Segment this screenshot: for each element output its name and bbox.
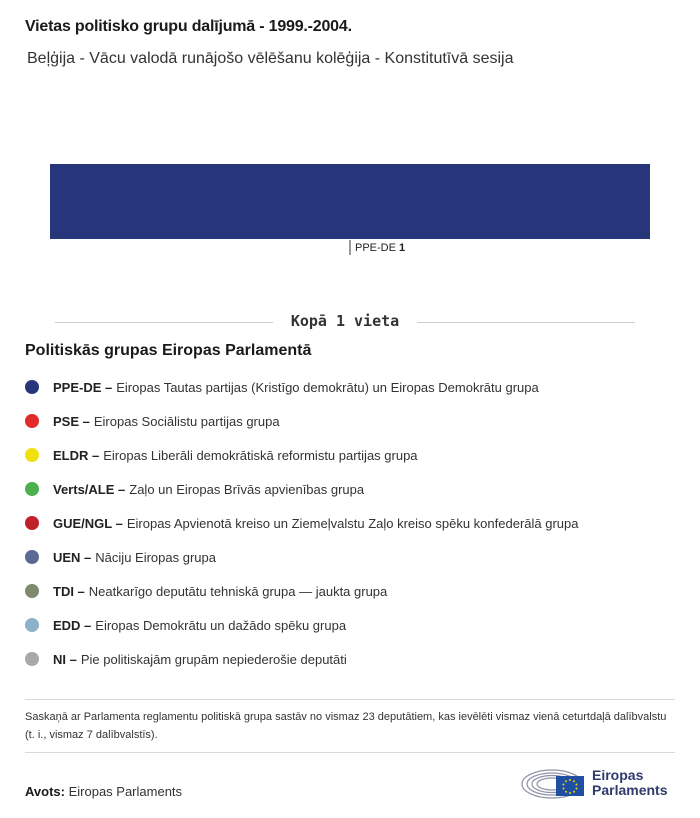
legend-color-dot-icon	[25, 652, 39, 666]
legend-item-name: Zaļo un Eiropas Brīvās apvienības grupa	[129, 481, 365, 497]
legend-item-name: Pie politiskajām grupām nepiederošie deputāti	[80, 651, 347, 667]
total-seats-label: Kopā 1 vieta	[281, 312, 409, 330]
legend-item-code: ELDR –	[53, 447, 100, 463]
legend-item-name: Nāciju Eiropas grupa	[95, 549, 216, 565]
legend-color-dot-icon	[25, 550, 39, 564]
source-value: Eiropas Parlaments	[68, 784, 183, 799]
legend-color-dot-icon	[25, 584, 39, 598]
legend-item	[25, 642, 685, 676]
bar-segment-ppe-de	[50, 164, 650, 239]
source-label: Avots:	[25, 784, 65, 799]
footer-divider-bottom	[25, 752, 675, 753]
legend-item	[25, 472, 685, 506]
legend	[25, 370, 685, 676]
legend-item-code: PPE-DE –	[53, 379, 113, 395]
legend-item-code: GUE/NGL –	[53, 515, 123, 531]
legend-item	[25, 608, 685, 642]
seat-bar-chart	[0, 150, 700, 265]
legend-item-name: Eiropas Sociālistu partijas grupa	[93, 413, 280, 429]
legend-color-dot-icon	[25, 380, 39, 394]
logo-line-2: Parlaments	[592, 782, 668, 798]
legend-item	[25, 540, 685, 574]
legend-item	[25, 370, 685, 404]
legend-item-code: Verts/ALE –	[53, 481, 126, 497]
legend-color-dot-icon	[25, 482, 39, 496]
logo-line-1: Eiropas	[592, 767, 644, 783]
legend-item-code: EDD –	[53, 617, 92, 633]
legend-color-dot-icon	[25, 618, 39, 632]
legend-item	[25, 438, 685, 472]
legend-item-name: Eiropas Liberāli demokrātiskā reformistu partijas grupa	[103, 447, 418, 463]
european-parliament-logo	[520, 762, 680, 802]
legend-item-code: TDI –	[53, 583, 85, 599]
legend-item-name: Eiropas Demokrātu un dažādo spēku grupa	[95, 617, 347, 633]
chart-title: Vietas politisko grupu dalījumā - 1999.-2004.	[25, 18, 352, 35]
source-line	[25, 784, 182, 799]
footer-divider-top	[25, 699, 675, 700]
parliament-hemicycle-icon	[520, 762, 588, 802]
total-row	[55, 310, 635, 334]
legend-item	[25, 574, 685, 608]
legend-item	[25, 506, 685, 540]
legend-item	[25, 404, 685, 438]
legend-title: Politiskās grupas Eiropas Parlamentā	[25, 342, 312, 359]
legend-item-code: UEN –	[53, 549, 92, 565]
legend-item-code: NI –	[53, 651, 77, 667]
legend-item-name: Neatkarīgo deputātu tehniskā grupa — jaukta grupa	[88, 583, 388, 599]
chart-subtitle: Beļģija - Vācu valodā runājošo vēlēšanu kolēģija - Konstitutīvā sesija	[27, 50, 514, 67]
bar-data-label: PPE-DE 1	[355, 242, 406, 254]
legend-item-name: Eiropas Tautas partijas (Kristīgo demokrātu) un Eiropas Demokrātu grupa	[116, 379, 539, 395]
legend-item-name: Eiropas Apvienotā kreiso un Ziemeļvalstu Zaļo kreiso spēku konfederālā grupa	[126, 515, 579, 531]
footnote: Saskaņā ar Parlamenta reglamentu politiskā grupa sastāv no vismaz 23 deputātiem, kas ievēlēti vismaz vienā ceturtdaļā dalībvalstu (t. i., vismaz 7 dalībvalstīs).	[25, 711, 667, 741]
legend-color-dot-icon	[25, 448, 39, 462]
legend-color-dot-icon	[25, 516, 39, 530]
legend-item-code: PSE –	[53, 413, 90, 429]
legend-color-dot-icon	[25, 414, 39, 428]
